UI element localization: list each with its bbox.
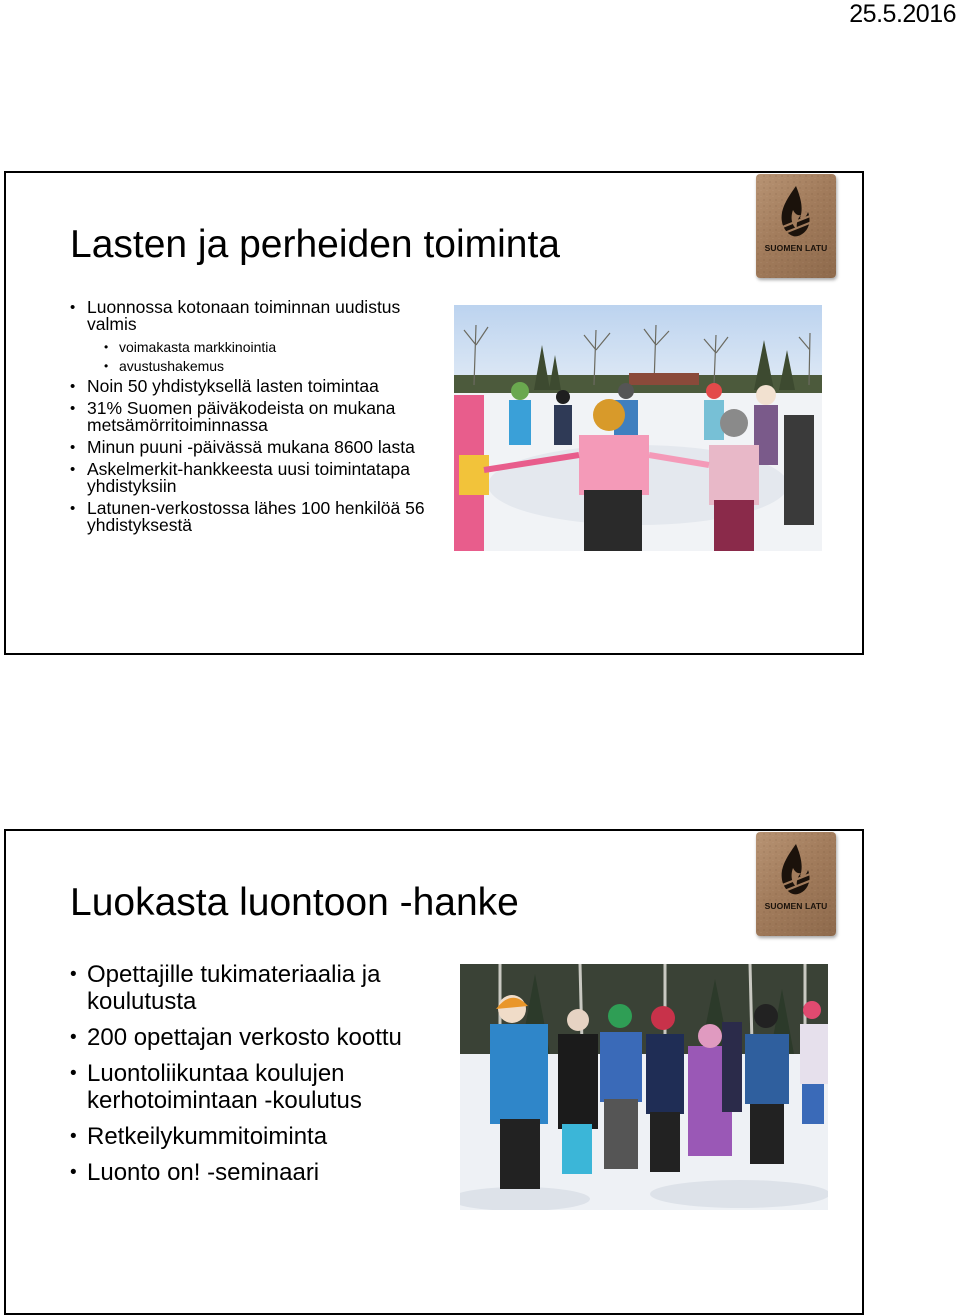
print-date: 25.5.2016 <box>849 0 956 28</box>
bullet-list <box>70 299 430 539</box>
bullet-list <box>70 961 450 1195</box>
children-in-snow-photo <box>460 964 828 1210</box>
list-item: • avustushakemus <box>70 357 430 376</box>
slide-title: Lasten ja perheiden toiminta <box>70 223 560 266</box>
list-item: • Noin 50 yhdistyksellä lasten toimintaa <box>70 378 430 395</box>
list-item: • Luontoliikuntaa koulujen kerhotoimintaan -koulutus <box>70 1060 450 1114</box>
suomen-latu-logo <box>756 832 836 936</box>
children-circle-photo <box>454 305 822 551</box>
list-item: • Luonnossa kotonaan toiminnan uudistus valmis <box>70 299 430 333</box>
list-item: • Retkeilykummitoiminta <box>70 1123 450 1150</box>
list-item: • Minun puuni -päivässä mukana 8600 lasta <box>70 439 430 456</box>
list-item: • 31% Suomen päiväkodeista on mukana metsämörritoiminnassa <box>70 400 430 434</box>
slide-1 <box>4 171 864 655</box>
list-item: • Latunen-verkostossa lähes 100 henkilöä 56 yhdistyksestä <box>70 500 430 534</box>
list-item: • Askelmerkit-hankkeesta uusi toimintatapa yhdistyksiin <box>70 461 430 495</box>
slide-title: Luokasta luontoon -hanke <box>70 881 519 924</box>
list-item: • 200 opettajan verkosto koottu <box>70 1024 450 1051</box>
logo-text: SUOMEN LATU <box>764 243 828 253</box>
logo-text: SUOMEN LATU <box>764 901 828 911</box>
list-item: • voimakasta markkinointia <box>70 338 430 357</box>
flame-ski-icon <box>756 832 836 936</box>
suomen-latu-logo <box>756 174 836 278</box>
flame-ski-icon <box>756 174 836 278</box>
list-item: • Opettajille tukimateriaalia ja koulutusta <box>70 961 450 1015</box>
slide-2 <box>4 829 864 1315</box>
list-item: • Luonto on! -seminaari <box>70 1159 450 1186</box>
